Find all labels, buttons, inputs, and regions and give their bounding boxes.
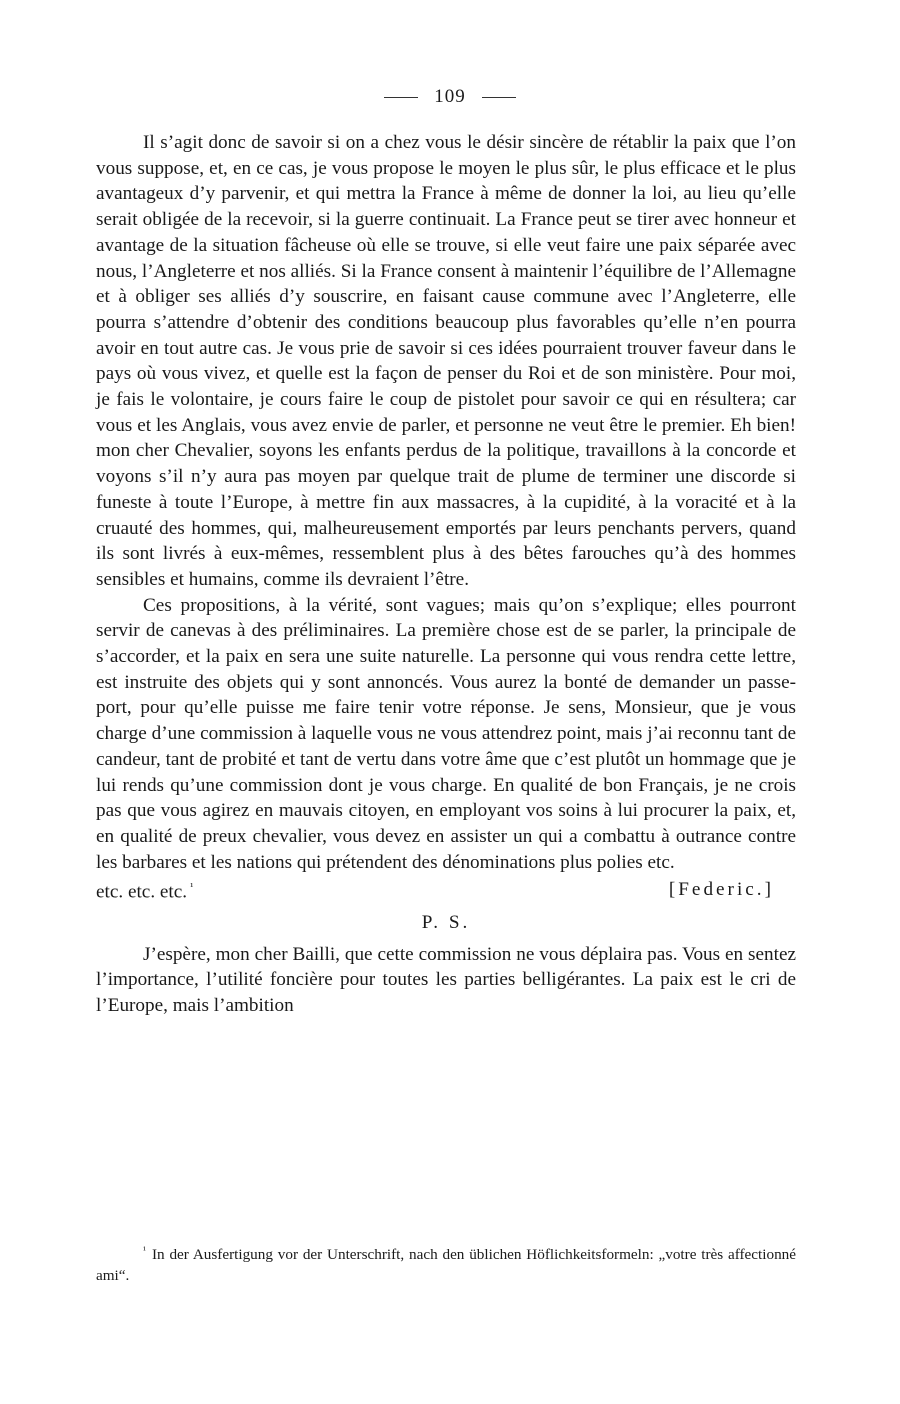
footnote	[96, 1240, 796, 1286]
signature: [Federic.]	[668, 879, 774, 901]
paragraph: Ces propositions, à la vérité, sont vagues; mais qu’on s’explique; elles pourront servir de canevas à des préliminaires. La première chose est de se parler, la principale de s’accorder, et la paix en sera une suite naturelle. La personne qui vous rendra cette lettre, est instruite des objets qui y sont annoncés. Vous aurez la bonté de demander un passe-port, pour qu’elle puisse me faire tenir votre réponse. Je sens, Monsieur, que je vous charge d’une commission à laquelle vous ne vous attendrez point, mais j’ai reconnu tant de candeur, tant de probité et tant de vertu dans votre âme que c’est plutôt un hommage que je lui rends qu’une commission dont je vous charge. En qualité de bon Français, je ne crois pas que vous agirez en mauvais citoyen, en employant vos soins à lui procurer la paix, et, en qualité de preux chevalier, vous devez en assister un qui a combattu à outrance contre les barbares et les nations qui prétendent des dénominations plus polies etc.	[96, 594, 796, 873]
paragraph: Il s’agit donc de savoir si on a chez vous le désir sincère de rétablir la paix que l’on vous suppose, et, en ce cas, je vous propose le moyen le plus sûr, le plus efficace et le plus avantageux d’y parvenir, et qui mettra la France à même de donner la loi, au lieu qu’elle serait obligée de la recevoir, si la guerre continuait. La France peut se tirer avec honneur et avantage de la situation fâcheuse où elle se trouve, si elle veut faire une paix séparée avec nous, l’Angleterre et nos alliés. Si la France consent à maintenir l’équilibre de l’Allemagne et à obliger ses alliés d’y souscrire, en faisant cause commune avec l’Angleterre, elle pourra s’attendre d’obtenir des conditions beaucoup plus favorables qu’elle n’en pourra avoir en tout autre cas. Je vous prie de savoir si ces idées pourraient trouver faveur dans le pays où vous vivez, et quelle est la façon de penser du Roi et de son ministère. Pour moi, je fais le volontaire, je cours faire le coup de pistolet pour savoir ce qui en résultera; car vous et les Anglais, vous avez envie de parler, et personne ne veut être le premier. Eh bien! mon cher Chevalier, soyons les enfants perdus de la politique, travaillons à la concorde et voyons s’il n’y aura pas moyen par quelque trait de plume de terminer une discorde si funeste à toute l’Europe, à mettre fin aux massacres, à la cupidité, à la voracité et à la cruauté des hommes, qui, malheureusement emportés par leurs penchants pervers, quand ils sont livrés à eux-mêmes, ressemblent plus à des bêtes farouches qu’à des hommes sensibles et humains, comme ils devraient l’être.	[96, 132, 796, 590]
header-rule-right	[482, 97, 516, 98]
closing-line	[96, 875, 796, 901]
letter-body	[96, 130, 796, 1019]
ps-paragraph: J’espère, mon cher Bailli, que cette commission ne vous déplaira pas. Vous en sentez l’importance, l’utilité foncière pour toutes les parties belligérantes. La paix est le cri de l’Europe, mais l’ambition	[96, 943, 796, 1017]
ps-heading: P. S.	[421, 912, 471, 934]
page-header	[0, 86, 900, 108]
footnote-marker: ¹	[143, 1245, 146, 1256]
closing-text	[96, 875, 193, 905]
header-rule-left	[384, 97, 418, 98]
footnote-text: In der Ausfertigung vor der Unterschrift, nach den üblichen Höflichkeitsformeln: „votre très affectionné ami“.	[96, 1246, 796, 1285]
page-number: 109	[434, 86, 466, 107]
closing-etc: etc. etc. etc.	[96, 881, 188, 903]
footnote-reference: ¹	[190, 881, 194, 894]
